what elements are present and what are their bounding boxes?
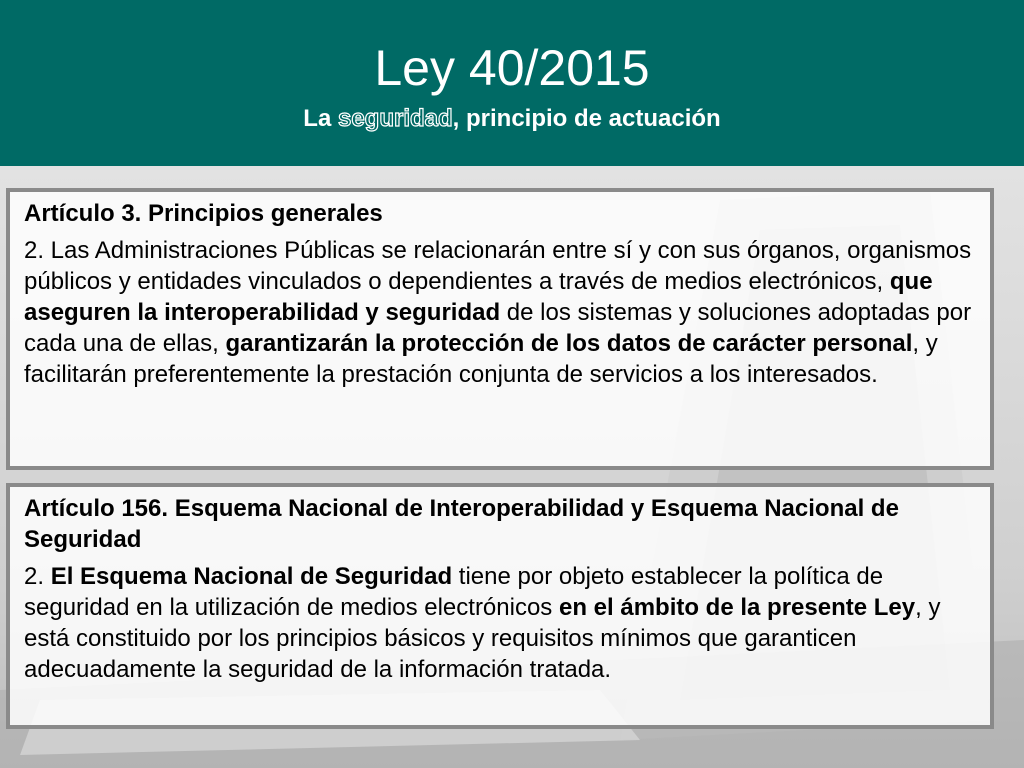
article-156-bold-2: en el ámbito de la presente Ley	[558, 594, 916, 621]
article-3-heading: Artículo 3. Principios generales	[24, 200, 383, 227]
article-156-text-3: , y está constituido por los principios básicos y requisitos mínimos que garanticen adecuadamente la seguridad de la información tratada.	[24, 594, 941, 683]
article-3-bold-2: garantizarán la protección de los datos de carácter personal	[225, 330, 913, 357]
slide-subtitle	[0, 104, 1024, 134]
article-3-text-2: de los sistemas y soluciones adoptadas por cada una de ellas,	[24, 299, 972, 357]
article-3-text-1: 2. Las Administraciones Públicas se relacionarán entre sí y con sus órganos, organismos públicos y entidades vinculados o dependientes a través de medios electrónicos,	[24, 237, 972, 295]
article-156-text-1: 2.	[24, 563, 51, 590]
article-3-bold-1: que aseguren la interoperabilidad y seguridad	[24, 268, 933, 326]
article-156-box	[6, 483, 994, 729]
article-3-text-3: , y facilitarán preferentemente la prestación conjunta de servicios a los interesados.	[24, 330, 938, 388]
article-156-body	[24, 561, 976, 685]
subtitle-outlined-word: seguridad	[337, 105, 453, 132]
article-156-text-2: tiene por objeto establecer la política de seguridad en la utilización de medios electrónicos	[24, 563, 884, 621]
subtitle-suffix: , principio de actuación	[452, 105, 721, 132]
article-3-body	[24, 235, 976, 390]
article-3-box	[6, 188, 994, 470]
article-156-bold-1: El Esquema Nacional de Seguridad	[50, 563, 453, 590]
subtitle-prefix: La	[303, 105, 338, 132]
article-156-heading: Artículo 156. Esquema Nacional de Interoperabilidad y Esquema Nacional de Seguridad	[24, 495, 899, 553]
slide-title: Ley 40/2015	[374, 40, 650, 96]
slide-header	[0, 0, 1024, 166]
